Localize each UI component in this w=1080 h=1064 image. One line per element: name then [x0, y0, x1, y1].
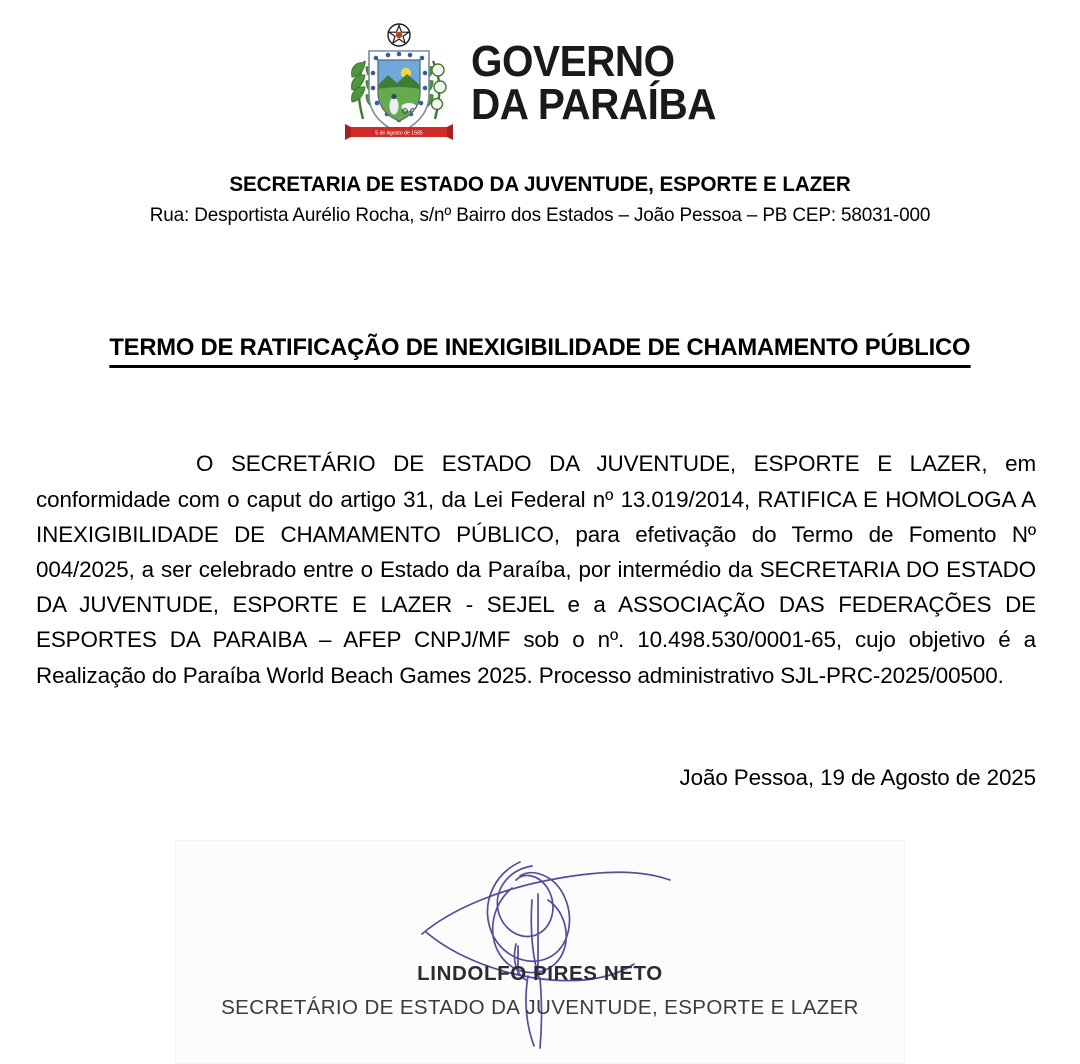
organization-address: Rua: Desportista Aurélio Rocha, s/nº Bairro dos Estados – João Pessoa – PB CEP: 58031-000: [149, 204, 931, 226]
signatory-name: LINDOLFO PIRES NETO: [417, 962, 663, 985]
wordmark-line-governo: GOVERNO: [470, 36, 675, 86]
government-wordmark: [470, 36, 716, 129]
emblem-ribbon-text: 5 de Agosto de 1585: [375, 130, 423, 137]
star-icon: [388, 24, 410, 46]
wordmark-line-da-paraiba: DA PARAÍBA: [470, 80, 716, 129]
paraiba-coat-of-arms-icon: [343, 23, 455, 143]
handwritten-signature-icon: [420, 848, 680, 1053]
document-title: [0, 334, 1080, 368]
document-body-paragraph: O SECRETÁRIO DE ESTADO DA JUVENTUDE, ESPORTE E LAZER, em conformidade com o caput do artigo 31, da Lei Federal nº 13.019/2014, RATIFICA E HOMOLOGA A INEXIGIBILIDADE DE CHAMAMENTO PÚBLICO, para efetivação do Termo de Fomento Nº 004/2025, a ser celebrado entre o Estado da Paraíba, por intermédio da SECRETARIA DO ESTADO DA JUVENTUDE, ESPORTE E LAZER - SEJEL e a ASSOCIAÇÃO DAS FEDERAÇÕES DE ESPORTES DA PARAIBA – AFEP CNPJ/MF sob o nº. 10.498.530/0001-65, cujo objetivo é a Realização do Paraíba World Beach Games 2025. Processo administrativo SJL-PRC-2025/00500.: [36, 451, 1036, 688]
organization-name: SECRETARIA DE ESTADO DA JUVENTUDE, ESPORTE E LAZER: [229, 172, 851, 196]
signature-block: [175, 840, 905, 1064]
document-date-line: João Pessoa, 19 de Agosto de 2025: [679, 765, 1036, 790]
document-title-text: TERMO DE RATIFICAÇÃO DE INEXIGIBILIDADE DE CHAMAMENTO PÚBLICO: [110, 334, 971, 368]
signatory-role: SECRETÁRIO DE ESTADO DA JUVENTUDE, ESPORTE E LAZER: [221, 996, 859, 1019]
letterhead: [0, 22, 1080, 144]
